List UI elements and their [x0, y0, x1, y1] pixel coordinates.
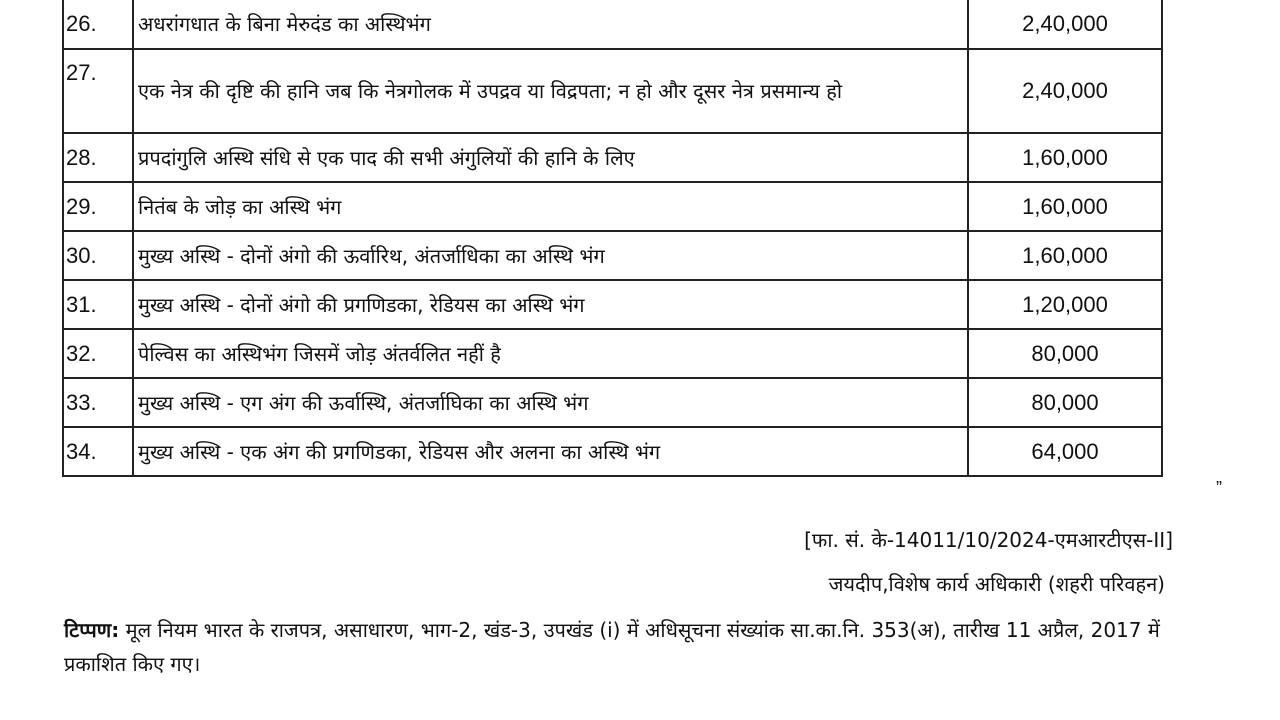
row-number: 31.: [63, 280, 133, 329]
table-row: [63, 329, 1162, 378]
row-description: मुख्य अस्थि - दोनों अंगो की प्रगणिडका, रेडियस का अस्थि भंग: [133, 280, 968, 329]
table-row: [63, 427, 1162, 476]
row-amount: 80,000: [968, 329, 1162, 378]
row-description: मुख्य अस्थि - एग अंग की ऊर्वास्थि, अंतर्जाघिका का अस्थि भंग: [133, 378, 968, 427]
row-number: 32.: [63, 329, 133, 378]
signatory-line: जयदीप,विशेष कार्य अधिकारी (शहरी परिवहन): [828, 572, 1165, 596]
row-description: नितंब के जोड़ का अस्थि भंग: [133, 182, 968, 231]
row-description: पेल्विस का अस्थिभंग जिसमें जोड़ अंतर्वलित नहीं है: [133, 329, 968, 378]
row-number: 33.: [63, 378, 133, 427]
row-number: 29.: [63, 182, 133, 231]
row-amount: 1,60,000: [968, 133, 1162, 182]
row-amount: 2,40,000: [968, 49, 1162, 133]
table-row: [63, 182, 1162, 231]
row-description: प्रपदांगुलि अस्थि संधि से एक पाद की सभी अंगुलियों की हानि के लिए: [133, 133, 968, 182]
compensation-table: [62, 0, 1163, 477]
table-row: [63, 231, 1162, 280]
file-reference: [फा. सं. के-14011/10/2024-एमआरटीएस-II]: [804, 528, 1173, 552]
table-row: [63, 0, 1162, 49]
closing-quote-mark: ”: [1216, 478, 1222, 498]
row-amount: 1,60,000: [968, 182, 1162, 231]
row-description: मुख्य अस्थि - एक अंग की प्रगणिडका, रेडियस और अलना का अस्थि भंग: [133, 427, 968, 476]
row-description: एक नेत्र की दृष्टि की हानि जब कि नेत्रगोलक में उपद्रव या विद्रपता; न हो और दूसर नेत्र प्रसमान्य हो: [133, 49, 968, 133]
table-row: [63, 49, 1162, 133]
row-number: 27.: [63, 49, 133, 133]
table-row: [63, 280, 1162, 329]
footnote-text: मूल नियम भारत के राजपत्र, असाधारण, भाग-2, खंड-3, उपखंड (i) में अधिसूचना संख्यांक सा.का.नि. 353(अ), तारीख 11 अप्रैल, 2017 में प्रकाशित किए गए।: [64, 618, 1160, 676]
row-number: 30.: [63, 231, 133, 280]
row-amount: 80,000: [968, 378, 1162, 427]
row-number: 34.: [63, 427, 133, 476]
row-amount: 2,40,000: [968, 0, 1162, 49]
row-number: 28.: [63, 133, 133, 182]
row-description: अधरांगधात के बिना मेरुदंड का अस्थिभंग: [133, 0, 968, 49]
row-number: 26.: [63, 0, 133, 49]
row-amount: 64,000: [968, 427, 1162, 476]
footnote: [64, 613, 1194, 681]
table-row: [63, 133, 1162, 182]
row-amount: 1,60,000: [968, 231, 1162, 280]
row-description: मुख्य अस्थि - दोनों अंगो की ऊर्वारिथ, अंतर्जाधिका का अस्थि भंग: [133, 231, 968, 280]
footnote-label: टिप्पण:: [64, 618, 120, 642]
row-amount: 1,20,000: [968, 280, 1162, 329]
table-row: [63, 378, 1162, 427]
